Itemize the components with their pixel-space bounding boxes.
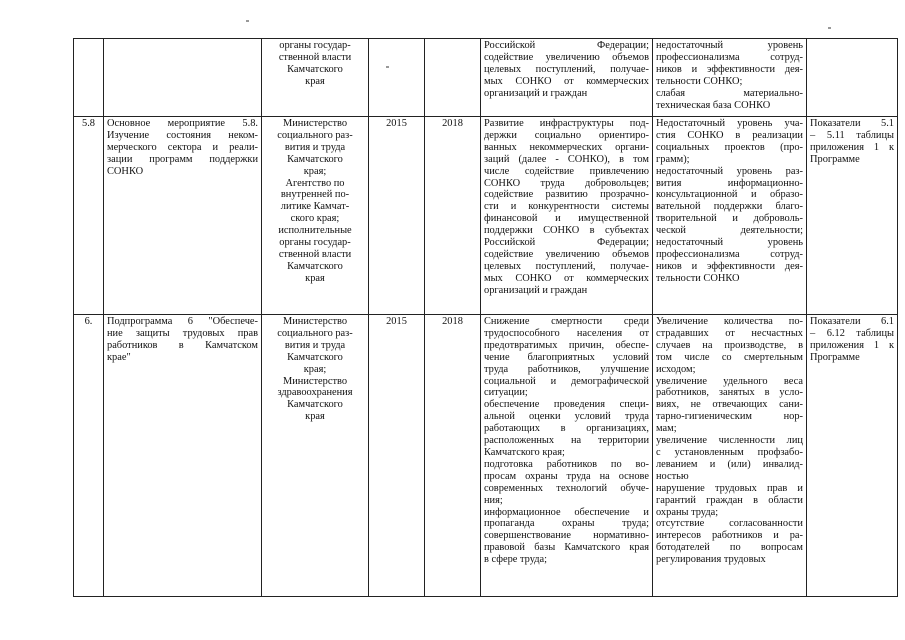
text-line: социального раз- (277, 327, 353, 339)
text-line: сти и конкурентности системы (484, 201, 649, 213)
text-line: Изучение состояния неком- (107, 129, 258, 141)
text-line: Подпрограмма 6 "Обеспече- (107, 316, 258, 327)
text-line: Министерство (282, 375, 348, 387)
text-line: края; (303, 165, 327, 177)
text-line: числе содействие привлечению (484, 165, 649, 177)
text-line: том числе со смертельным (656, 351, 803, 363)
cell-number: 6. (74, 315, 104, 597)
text-line: мам; (656, 423, 677, 435)
text-line: гарантий граждан в области (656, 494, 803, 506)
text-line: ников и эффективности дея- (656, 63, 803, 75)
text-line: творительной и доброволь- (656, 213, 803, 225)
text-line: целевых поступлений, получае- (484, 260, 649, 272)
cell-indicators (807, 117, 898, 315)
text-line: подготовка работников по во- (484, 458, 649, 470)
text-line: техническая база СОНКО (656, 99, 771, 111)
text-line: Камчатского (287, 260, 343, 272)
cell-risks (653, 315, 807, 597)
text-line: Снижение смертности среди (484, 316, 649, 327)
text-line: Камчатского (287, 153, 343, 165)
text-line: приложения 1 к (810, 141, 894, 153)
text-line: края; (303, 363, 327, 375)
text-line: зации программ поддержки (107, 153, 258, 165)
text-line: Недостаточный уровень уча- (656, 118, 803, 129)
text-line: ностью (656, 470, 689, 482)
text-line: социальной и демографической (484, 375, 649, 387)
text-line: работающих в организациях, (484, 423, 649, 435)
text-line: социального раз- (277, 129, 353, 141)
text-line: ческой деятельности; (656, 225, 803, 237)
text-line: слабая материально- (656, 87, 803, 99)
text-line: целевых поступлений, получае- (484, 63, 649, 75)
text-line: Программе (810, 351, 860, 363)
cell-start-year (369, 39, 425, 117)
text-line: Министерство (282, 316, 348, 327)
text-line: пропаганда охраны труда; (484, 518, 649, 530)
text-line: альной оценки условий труда (484, 411, 649, 423)
text-line: просам охраны труда на основе (484, 470, 649, 482)
text-line: органы государ- (279, 237, 351, 249)
text-line: стия СОНКО в реализации (656, 129, 803, 141)
text-line: предотвратимых причин, обеспе- (484, 339, 649, 351)
cell-measure-name (104, 117, 262, 315)
text-line: виях, не отвечающих сани- (656, 399, 803, 411)
text-line: совершенствование нормативно- (484, 530, 649, 542)
text-line: мых СОНКО от коммерческих (484, 272, 649, 284)
text-line: организаций и граждан (484, 87, 588, 99)
cell-end-year (425, 39, 481, 117)
text-line: регулирования трудовых (656, 554, 766, 566)
cell-end-year: 2018 (425, 315, 481, 597)
text-line: финансовой и имущественной (484, 213, 649, 225)
text-line: – 5.11 таблицы (810, 129, 894, 141)
program-measures-table (73, 38, 898, 597)
text-line: организаций и граждан (484, 284, 588, 296)
text-line: недостаточный уровень (656, 237, 803, 249)
text-line: ственной власти (278, 248, 352, 260)
text-line: Развитие инфраструктуры под- (484, 118, 649, 129)
text-line: Камчатского (287, 63, 343, 75)
text-line: внутренней по- (280, 189, 350, 201)
text-line: Российской Федерации; (484, 237, 649, 249)
cell-end-year: 2018 (425, 117, 481, 315)
text-line: вития информационно- (656, 177, 803, 189)
text-line: с установленным профзабо- (656, 446, 803, 458)
cell-measure-name (104, 315, 262, 597)
text-line: тельности СОНКО (656, 272, 740, 284)
text-line: ния; (484, 494, 503, 506)
scan-speck (246, 20, 249, 22)
text-line: трудоспособного населения от (484, 327, 649, 339)
text-line: вития и труда (284, 339, 346, 351)
text-line: исходом; (656, 363, 696, 375)
text-line: труда работников, улучшение (484, 363, 649, 375)
text-line: в сфере труда; (484, 554, 548, 566)
text-line: края (305, 272, 325, 284)
text-line: тарно-гигиеническим нор- (656, 411, 803, 423)
text-line: органы государ- (279, 40, 351, 51)
text-line: ние защиты трудовых прав (107, 327, 258, 339)
text-line: содействие развитию прозрачно- (484, 189, 649, 201)
text-line: тельности СОНКО; (656, 75, 743, 87)
text-line: Показатели 6.1 (810, 316, 894, 327)
text-line: мых СОНКО от коммерческих (484, 75, 649, 87)
text-line: консультационной и образо- (656, 189, 803, 201)
text-line: увеличение численности лиц (656, 435, 803, 447)
text-line: страдавших от несчастных (656, 327, 803, 339)
text-line: грамм); (656, 153, 690, 165)
text-line: недостаточный уровень (656, 40, 803, 51)
text-line: Камчатского (287, 399, 343, 411)
text-line: края (305, 75, 325, 87)
text-line: охраны труда; (656, 506, 719, 518)
text-line: содействие увеличению объемов (484, 248, 649, 260)
text-line: отсутствие согласованности (656, 518, 803, 530)
text-line: ского края; (290, 213, 340, 225)
text-line: вательной поддержки благо- (656, 201, 803, 213)
text-line: содействие увеличению объемов (484, 51, 649, 63)
cell-expected-result (481, 315, 653, 597)
table-row (74, 117, 898, 315)
text-line: нарушение трудовых прав и (656, 482, 803, 494)
cell-indicators (807, 315, 898, 597)
scan-speck (828, 27, 831, 29)
cell-executors (262, 315, 369, 597)
cell-number: 5.8 (74, 117, 104, 315)
text-line: ситуации; (484, 387, 528, 399)
text-line: информационное обеспечение и (484, 506, 649, 518)
cell-number (74, 39, 104, 117)
text-line: Агентство по (285, 177, 345, 189)
text-line: профессионализма сотруд- (656, 51, 803, 63)
text-line: заций (далее - СОНКО), в том (484, 153, 649, 165)
text-line: социальных проектов (про- (656, 141, 803, 153)
text-line: СОНКО труда добровольцев; (484, 177, 649, 189)
text-line: расположенных на территории (484, 435, 649, 447)
text-line: Основное мероприятие 5.8. (107, 118, 258, 129)
cell-risks (653, 39, 807, 117)
text-line: вития и труда (284, 141, 346, 153)
cell-start-year: 2015 (369, 117, 425, 315)
text-line: чение благоприятных условий (484, 351, 649, 363)
text-line: Камчатского (287, 351, 343, 363)
cell-risks (653, 117, 807, 315)
text-line: Министерство (282, 118, 348, 129)
cell-executors (262, 39, 369, 117)
text-line: исполнительные (278, 225, 352, 237)
text-line: Программе (810, 153, 860, 165)
text-line: ственной власти (278, 51, 352, 63)
cell-start-year: 2015 (369, 315, 425, 597)
text-line: ботодателей по вопросам (656, 542, 803, 554)
text-line: СОНКО (107, 165, 144, 177)
text-line: интересов работников и ра- (656, 530, 803, 542)
text-line: увеличение удельного веса (656, 375, 803, 387)
text-line: работников в Камчатском (107, 339, 258, 351)
text-line: Камчатского края; (484, 446, 565, 458)
cell-expected-result (481, 39, 653, 117)
text-line: недостаточный уровень раз- (656, 165, 803, 177)
text-line: мерческого сектора и реали- (107, 141, 258, 153)
table-row (74, 315, 898, 597)
text-line: ванных некоммерческих органи- (484, 141, 649, 153)
text-line: Показатели 5.1 (810, 118, 894, 129)
text-line: крае" (107, 351, 131, 363)
text-line: Российской Федерации; (484, 40, 649, 51)
text-line: леванием и (или) инвалид- (656, 458, 803, 470)
cell-expected-result (481, 117, 653, 315)
text-line: профессионализма сотруд- (656, 248, 803, 260)
text-line: поддержки СОНКО в субъектах (484, 225, 649, 237)
text-line: обеспечение проведения специ- (484, 399, 649, 411)
text-line: правовой базы Камчатского края (484, 542, 649, 554)
text-line: работников, занятых в усло- (656, 387, 803, 399)
text-line: Увеличение количества по- (656, 316, 803, 327)
text-line: современных технологий обуче- (484, 482, 649, 494)
text-line: случаев на производстве, в (656, 339, 803, 351)
cell-indicators (807, 39, 898, 117)
text-line: ников и эффективности дея- (656, 260, 803, 272)
cell-executors (262, 117, 369, 315)
table-row (74, 39, 898, 117)
cell-measure-name (104, 39, 262, 117)
text-line: приложения 1 к (810, 339, 894, 351)
text-line: края (305, 411, 325, 423)
text-line: здравоохранения (277, 387, 353, 399)
text-line: литике Камчат- (280, 201, 350, 213)
text-line: держки социально ориентиро- (484, 129, 649, 141)
text-line: – 6.12 таблицы (810, 327, 894, 339)
